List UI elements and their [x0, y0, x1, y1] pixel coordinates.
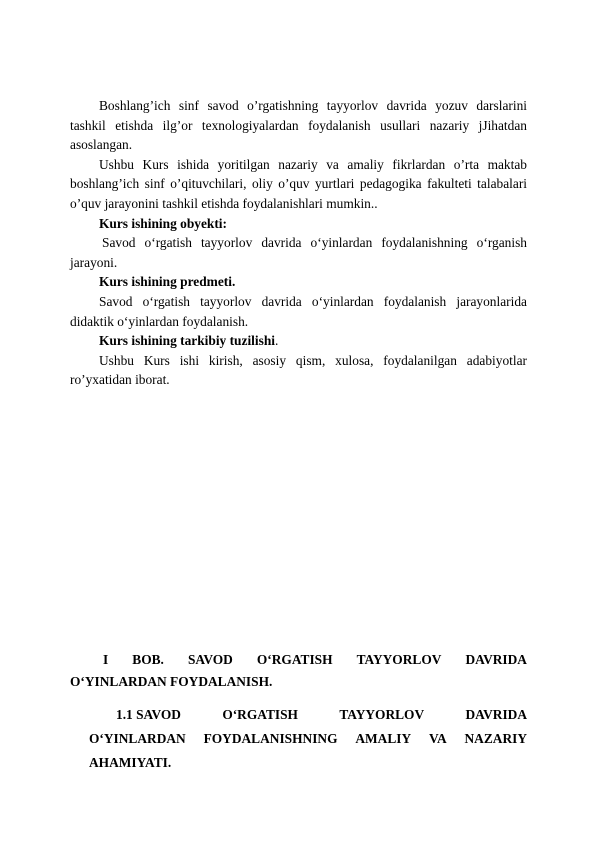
chapter-word: TAYYORLOV	[356, 652, 442, 667]
heading-structure-period: .	[275, 333, 279, 349]
chapter-heading	[70, 649, 527, 693]
paragraph-intro: Boshlang’ich sinf savod o’rgatishning tayyorlov davrida yozuv darslarini tashkil etishda ilg’or texnologiyalardan foydalanish usullari nazariy jJihatdan asoslangan.	[70, 98, 527, 153]
section-word: 1.1 SAVOD	[116, 707, 181, 722]
heading-subject: Kurs ishining predmeti.	[99, 274, 236, 290]
section-word: TAYYORLOV	[339, 707, 425, 722]
section-word: DAVRIDA	[465, 707, 527, 722]
paragraph-subject: Savod o‘rgatish tayyorlov davrida o‘yinlardan foydalanish jarayonlarida didaktik o‘yinlardan foydalanish.	[70, 293, 527, 329]
section-heading-line-1	[89, 703, 527, 727]
section-word: O‘YINLARDAN	[89, 731, 186, 746]
section-word: NAZARIY	[464, 731, 527, 746]
section-word: VA	[429, 731, 447, 746]
section-word: O‘RGATISH	[222, 707, 298, 722]
chapter-word: I	[103, 652, 109, 667]
heading-structure-text: Kurs ishining tarkibiy tuzilishi	[99, 333, 275, 349]
section-word: AMALIY	[355, 731, 412, 746]
heading-object: Kurs ishining obyekti:	[99, 215, 227, 231]
chapter-word: DAVRIDA	[465, 652, 527, 667]
paragraph-structure: Ushbu Kurs ishi kirish, asosiy qism, xulosa, foydalanilgan adabiyotlar ro’yxatidan iborat.	[70, 352, 527, 388]
chapter-heading-line-2: O‘YINLARDAN FOYDALANISH.	[70, 674, 273, 689]
paragraph-object: Savod o‘rgatish tayyorlov davrida o‘yinlardan foydalanishning o‘rganish jarayoni.	[70, 235, 527, 270]
section-word: FOYDALANISHNING	[203, 731, 338, 746]
paragraph-usage: Ushbu Kurs ishida yoritilgan nazariy va amaliy fikrlardan o’rta maktab boshlang’ich sinf o’qituvchilari, oliy o’quv yurtlari pedagogika fakulteti talabalari o’quv jarayonini tashkil etishda foydalanishlari mumkin..	[70, 156, 527, 211]
heading-structure	[70, 331, 527, 351]
chapter-heading-line-1	[70, 649, 527, 671]
chapter-word: SAVOD	[187, 652, 233, 667]
body-text	[70, 96, 527, 390]
chapter-word: O‘RGATISH	[256, 652, 333, 667]
section-heading-line-2	[89, 727, 527, 751]
section-heading-line-3: AHAMIYATI.	[89, 755, 172, 770]
section-heading	[89, 703, 527, 775]
chapter-word: BOB.	[132, 652, 164, 667]
